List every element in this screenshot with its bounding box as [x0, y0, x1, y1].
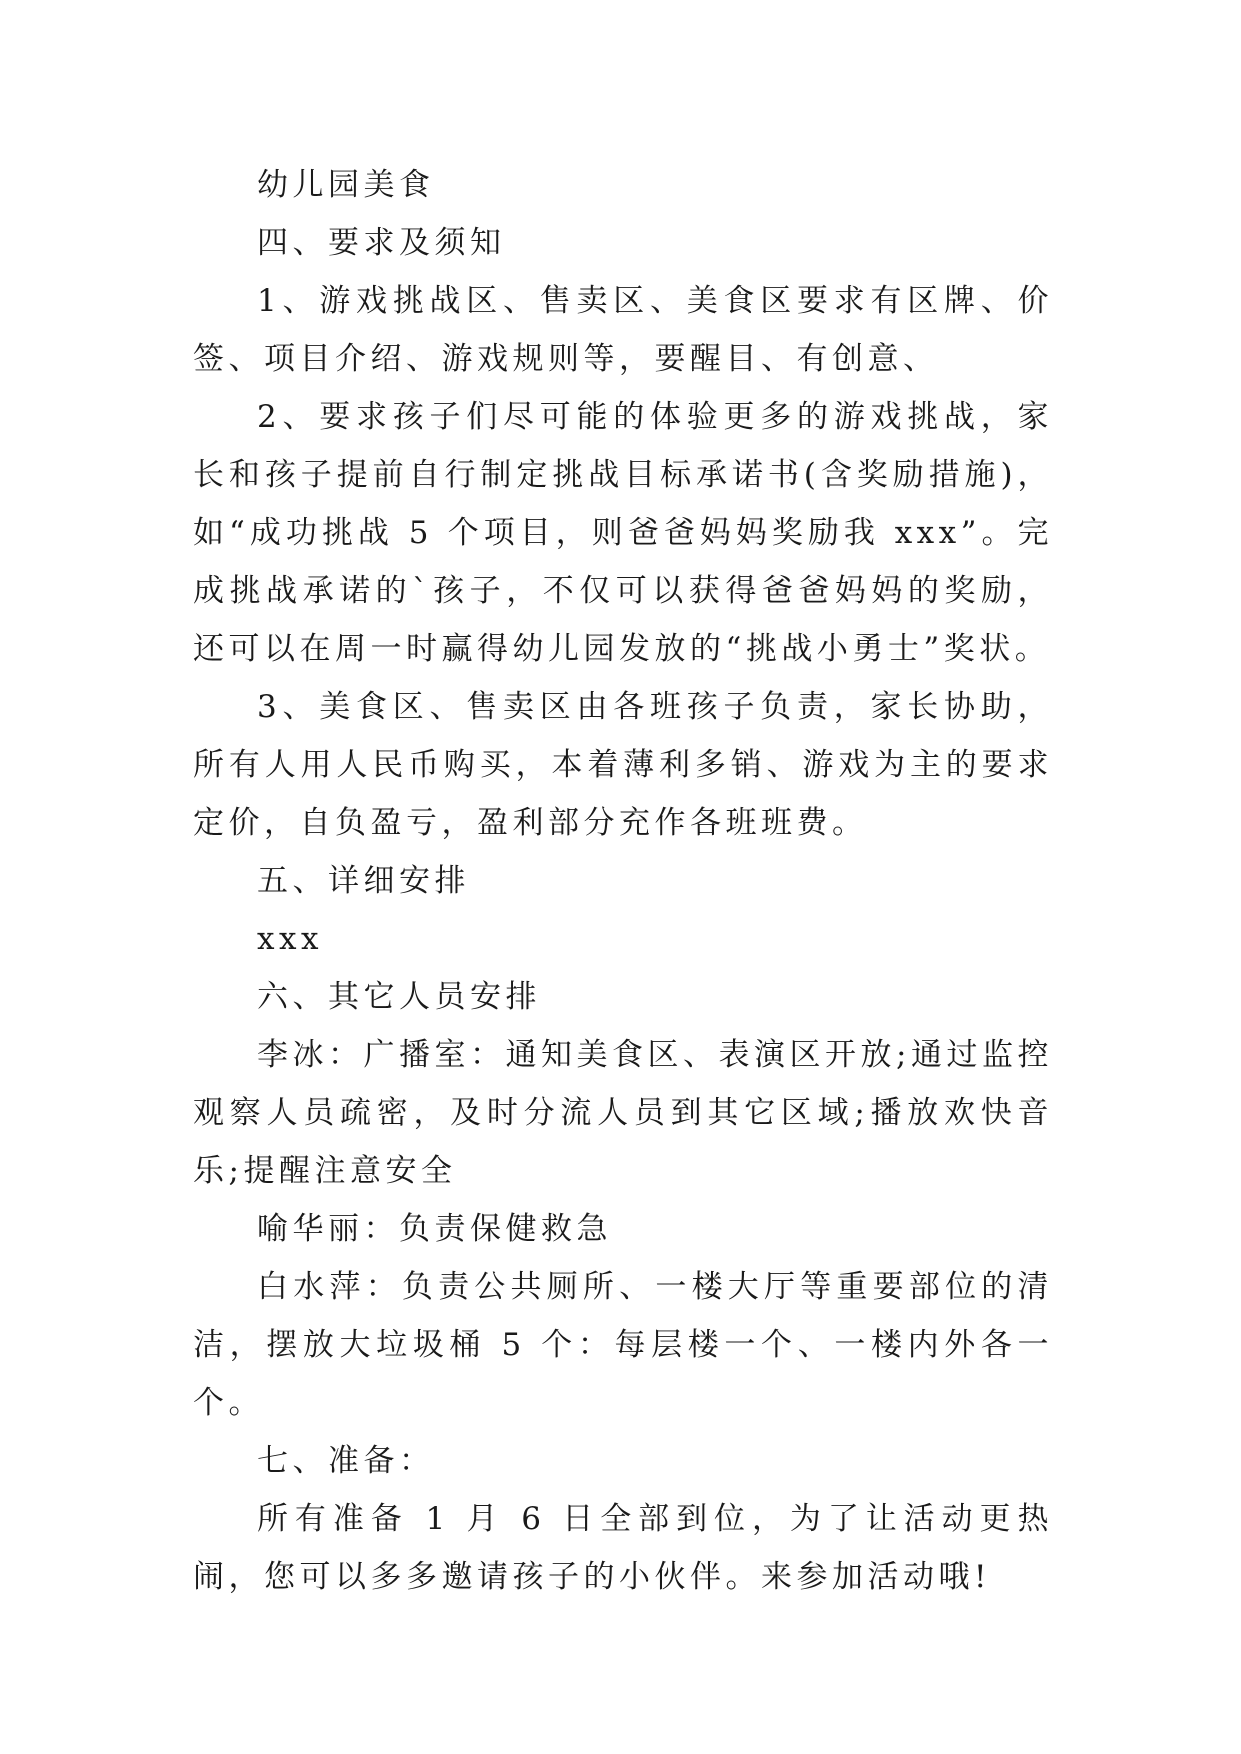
paragraph-placeholder-xxx: xxx	[257, 921, 323, 957]
paragraph-preparation-details: 所有准备 1 月 6 日全部到位，为了让活动更热闹，您可以多多邀请孩子的小伙伴。来参加活动哦!	[193, 1501, 1053, 1595]
paragraph-staff-bai-shuiping: 白水萍：负责公共厕所、一楼大厅等重要部位的清洁，摆放大垃圾桶 5 个：每层楼一个、一楼内外各一个。	[193, 1269, 1053, 1421]
section-heading-other-staff: 六、其它人员安排	[257, 979, 541, 1015]
paragraph-requirement-1: 1、游戏挑战区、售卖区、美食区要求有区牌、价签、项目介绍、游戏规则等，要醒目、有创意、	[193, 283, 1053, 377]
section-heading-preparation: 七、准备：	[257, 1443, 435, 1479]
paragraph-staff-li-bing: 李冰：广播室：通知美食区、表演区开放;通过监控观察人员疏密，及时分流人员到其它区域;播放欢快音乐;提醒注意安全	[193, 1037, 1053, 1189]
section-heading-detailed-arrangement: 五、详细安排	[257, 863, 470, 899]
document-body	[193, 156, 1053, 1606]
paragraph-requirement-2: 2、要求孩子们尽可能的体验更多的游戏挑战，家长和孩子提前自行制定挑战目标承诺书(含奖励措施)，如“成功挑战 5 个项目，则爸爸妈妈奖励我 xxx”。完成挑战承诺的`孩子，不仅可以获得爸爸妈妈的奖励，还可以在周一时赢得幼儿园发放的“挑战小勇士”奖状。	[193, 399, 1053, 667]
paragraph-staff-yu-huali: 喻华丽：负责保健救急	[257, 1211, 612, 1247]
section-heading-requirements: 四、要求及须知	[257, 225, 506, 261]
paragraph-kindergarten-food: 幼儿园美食	[257, 167, 435, 203]
paragraph-requirement-3: 3、美食区、售卖区由各班孩子负责，家长协助，所有人用人民币购买，本着薄利多销、游戏为主的要求定价，自负盈亏，盈利部分充作各班班费。	[193, 689, 1053, 841]
